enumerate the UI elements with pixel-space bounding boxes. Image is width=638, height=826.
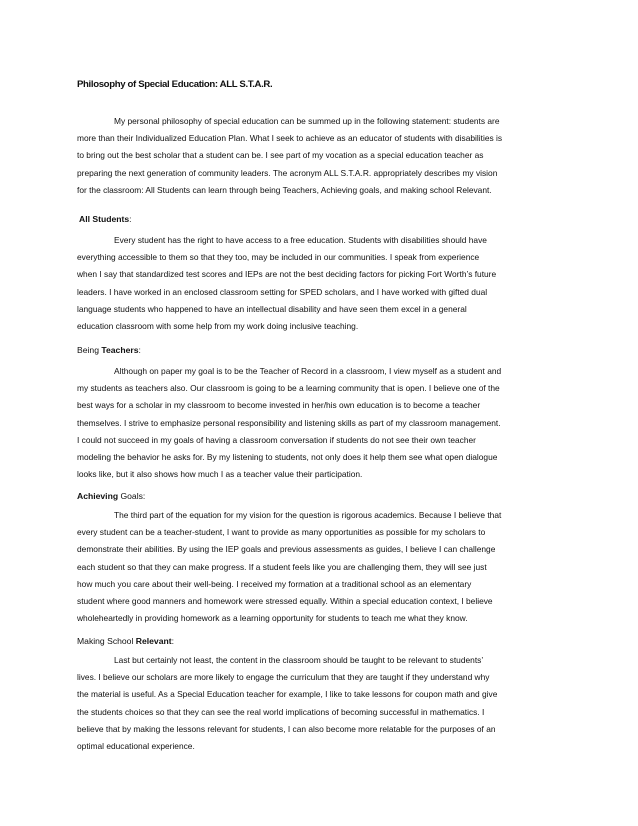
text-line: My personal philosophy of special education can be summed up in the following statement: students are	[114, 116, 500, 126]
heading-keyword: Relevant	[135, 636, 172, 646]
text-line: lives. I believe our scholars are more likely to engage the curriculum that they are taught if they understand why	[77, 672, 490, 683]
text-line: looks like, but it also shows how much I as a teacher value their participation.	[77, 469, 363, 480]
text-line: optimal educational experience.	[77, 741, 195, 752]
heading-keyword: All Students	[79, 214, 130, 224]
document-title: Philosophy of Special Education: ALL S.T.A.R.	[77, 79, 273, 90]
section-heading	[77, 212, 567, 226]
text-line: best ways for a scholar in my classroom to become invested in her/his own education is to become a teacher	[77, 400, 481, 411]
heading-keyword: Teachers	[101, 345, 139, 355]
section-all-students	[77, 212, 567, 335]
text-line: I could not succeed in my goals of having a classroom conversation if students do not see their own teacher	[77, 434, 476, 445]
text-line: Every student has the right to have access to a free education. Students with disabilities should have	[114, 235, 487, 245]
text-line: my students as teachers also. Our classroom is going to be a learning community that is open. I believe one of the	[77, 383, 500, 394]
text-line: Last but certainly not least, the content in the classroom should be taught to be relevant to students’	[114, 655, 484, 665]
section-being-teachers	[77, 343, 567, 483]
text-line: wholeheartedly in providing homework as a learning opportunity for students to teach me what they know.	[77, 613, 468, 624]
text-line: the students choices so that they can see the real world implications of becoming successful in mathematics. I	[77, 706, 485, 717]
heading-prefix: Making School	[77, 636, 136, 646]
text-line: preparing the next generation of community leaders. The acronym ALL S.T.A.R. appropriately describes my vision	[77, 167, 498, 178]
text-line: every student can be a teacher-student, I want to provide as many opportunities as possible for my scholars to	[77, 527, 486, 538]
text-line: language students who happened to have an intellectual disability and have seen them excel in a general	[77, 303, 467, 314]
section-heading	[77, 343, 567, 357]
section-heading	[77, 634, 567, 648]
paragraph-text	[77, 652, 567, 755]
text-line: each student so that they can make progress. If a student feels like you are challenging them, they will see just	[77, 561, 487, 572]
text-line: when I say that standardized test scores and IEPs are not the best deciding factors for picking Fort Worth’s future	[77, 269, 497, 280]
text-line: more than their Individualized Education Plan. What I seek to achieve as an educator of students with disabilities is	[77, 133, 503, 144]
text-line: to bring out the best scholar that a student can be. I see part of my vocation as a special education teacher as	[77, 150, 484, 161]
text-line: education classroom with some help from my work doing inclusive teaching.	[77, 321, 359, 332]
text-line: The third part of the equation for my vision for the question is rigorous academics. Because I believe that	[114, 510, 502, 520]
paragraph-text	[77, 363, 567, 483]
heading-suffix: :	[171, 636, 174, 646]
heading-suffix: Goals:	[118, 491, 146, 501]
heading-prefix: Being	[77, 345, 102, 355]
paragraph-text	[77, 507, 567, 627]
text-line: everything accessible to them so that they too, may be included in our communities. I speak from experience	[77, 252, 480, 263]
text-line: Although on paper my goal is to be the Teacher of Record in a classroom, I view myself as a student and	[114, 366, 502, 376]
text-line: for the classroom: All Students can learn through being Teachers, Achieving goals, and making school Relevant.	[77, 184, 492, 195]
paragraph-text	[77, 232, 567, 335]
heading-suffix: :	[129, 214, 132, 224]
intro-paragraph	[77, 113, 567, 199]
section-heading	[77, 489, 567, 503]
text-line: believe that by making the lessons relevant for students, I can also become more relatable for the purposes of an	[77, 723, 496, 734]
heading-suffix: :	[138, 345, 141, 355]
text-line: student where good manners and homework were stressed equally. Within a special education context, I believe	[77, 596, 493, 607]
heading-keyword: Achieving	[77, 491, 119, 501]
section-making-school-relevant	[77, 634, 567, 755]
text-line: leaders. I have worked in an enclosed classroom setting for SPED scholars, and I have worked with gifted dual	[77, 286, 488, 297]
section-achieving-goals	[77, 489, 567, 627]
text-line: themselves. I strive to emphasize personal responsibility and listening skills as part of my classroom management.	[77, 417, 501, 428]
paragraph-text	[77, 113, 567, 199]
text-line: demonstrate their abilities. By using the IEP goals and previous assessments as guides, I believe I can challenge	[77, 544, 496, 555]
text-line: the material is useful. As a Special Education teacher for example, I like to take lessons for coupon math and give	[77, 689, 498, 700]
text-line: how much you care about their well-being. I received my formation at a traditional school as an elementary	[77, 578, 472, 589]
text-line: modeling the behavior he asks for. By my listening to students, not only does it help them see what open dialogue	[77, 452, 498, 463]
